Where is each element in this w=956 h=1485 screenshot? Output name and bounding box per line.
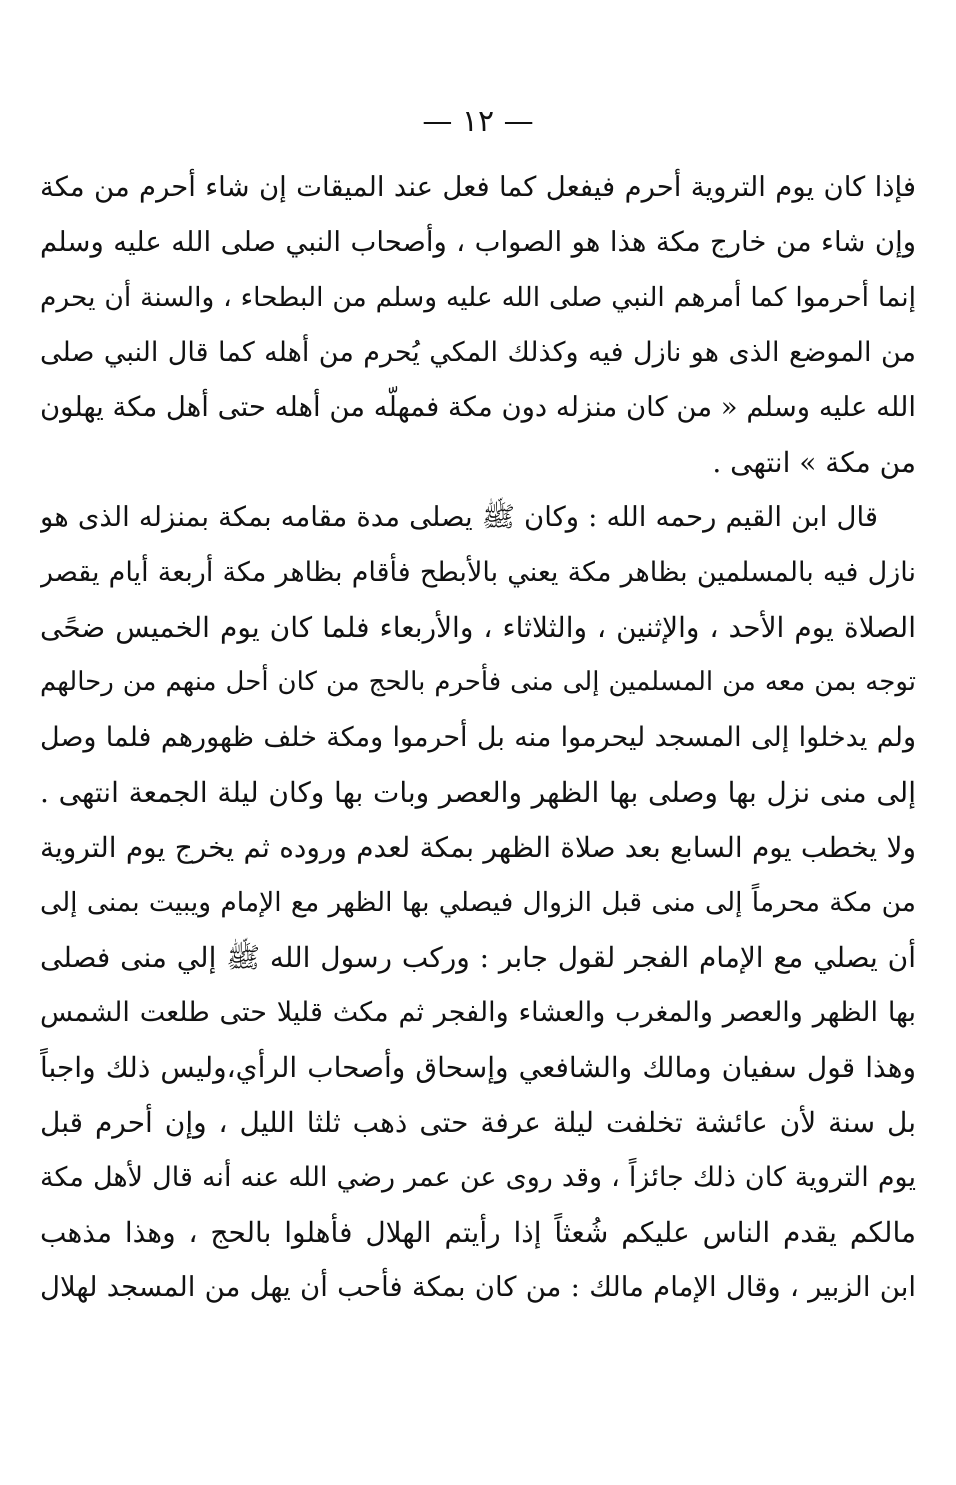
text-line: إلى منى نزل بها وصلى بها الظهر والعصر وبات بها وكان ليلة الجمعة انتهى . <box>40 776 916 809</box>
text-line: من مكة محرماً إلى منى قبل الزوال فيصلي بها الظهر مع الإمام ويبيت بمنى إلى <box>40 887 916 918</box>
text-line: بها الظهر والعصر والمغرب والعشاء والفجر ثم مكث قليلا حتى طلعت الشمس <box>40 997 916 1028</box>
text-line: إنما أحرموا كما أمرهم النبي صلى الله عليه وسلم من البطحاء ، والسنة أن يحرم <box>40 282 916 313</box>
text-line: وإن شاء من خارج مكة هذا هو الصواب ، وأصحاب النبي صلى الله عليه وسلم <box>40 226 916 258</box>
page-number: — ١٢ — <box>422 104 534 139</box>
text-line: قال ابن القيم رحمه الله : وكان ﷺ يصلى مدة مقامه بمكة بمنزله الذى هو <box>40 501 878 533</box>
text-line: ولم يدخلوا إلى المسجد ليحرموا منه بل أحرموا ومكة خلف ظهورهم فلما وصل <box>40 722 916 753</box>
text-line: أن يصلي مع الإمام الفجر لقول جابر : وركب رسول الله ﷺ إلي منى فصلى <box>40 941 916 974</box>
text-line: من الموضع الذى هو نازل فيه وكذلك المكي يُحرم من أهله كما قال النبي صلى <box>40 337 916 368</box>
text-line: مالكم يقدم الناس عليكم شُعثاً إذا رأيتم الهلال فأهلوا بالحج ، وهذا مذهب <box>40 1216 916 1249</box>
body-text <box>40 160 916 1315</box>
text-line: الصلاة يوم الأحد ، والإثنين ، والثلاثاء ، والأربعاء فلما كان يوم الخميس ضحًى <box>40 611 916 644</box>
text-line: الله عليه وسلم « من كان منزله دون مكة فمهلّه من أهله حتى أهل مكة يهلون <box>40 391 916 423</box>
text-line: بل سنة لأن عائشة تخلفت ليلة عرفة حتى ذهب ثلثا الليل ، وإن أحرم قبل <box>40 1106 916 1139</box>
text-line: نازل فيه بالمسلمين بظاهر مكة يعني بالأبطح فأقام بظاهر مكة أربعة أيام يقصر <box>40 557 916 588</box>
text-line: توجه بمن معه من المسلمين إلى منى فأحرم بالحج من كان أحل منهم من رحالهم <box>40 667 916 697</box>
text-line: وهذا قول سفيان ومالك والشافعي وإسحاق وأصحاب الرأي،وليس ذلك واجباً <box>40 1051 916 1084</box>
text-line: ابن الزبير ، وقال الإمام مالك : من كان بمكة فأحب أن يهل من المسجد لهلال <box>40 1271 916 1303</box>
text-line: ولا يخطب يوم السابع بعد صلاة الظهر بمكة لعدم وروده ثم يخرج يوم التروية <box>40 831 916 864</box>
text-line: فإذا كان يوم التروية أحرم فيفعل كما فعل عند الميقات إن شاء أحرم من مكة <box>40 171 916 203</box>
text-line: من مكة » انتهى . <box>712 446 916 479</box>
text-line: يوم التروية كان ذلك جائزاً ، وقد روى عن عمر رضي الله عنه أنه قال لأهل مكة <box>40 1162 916 1193</box>
